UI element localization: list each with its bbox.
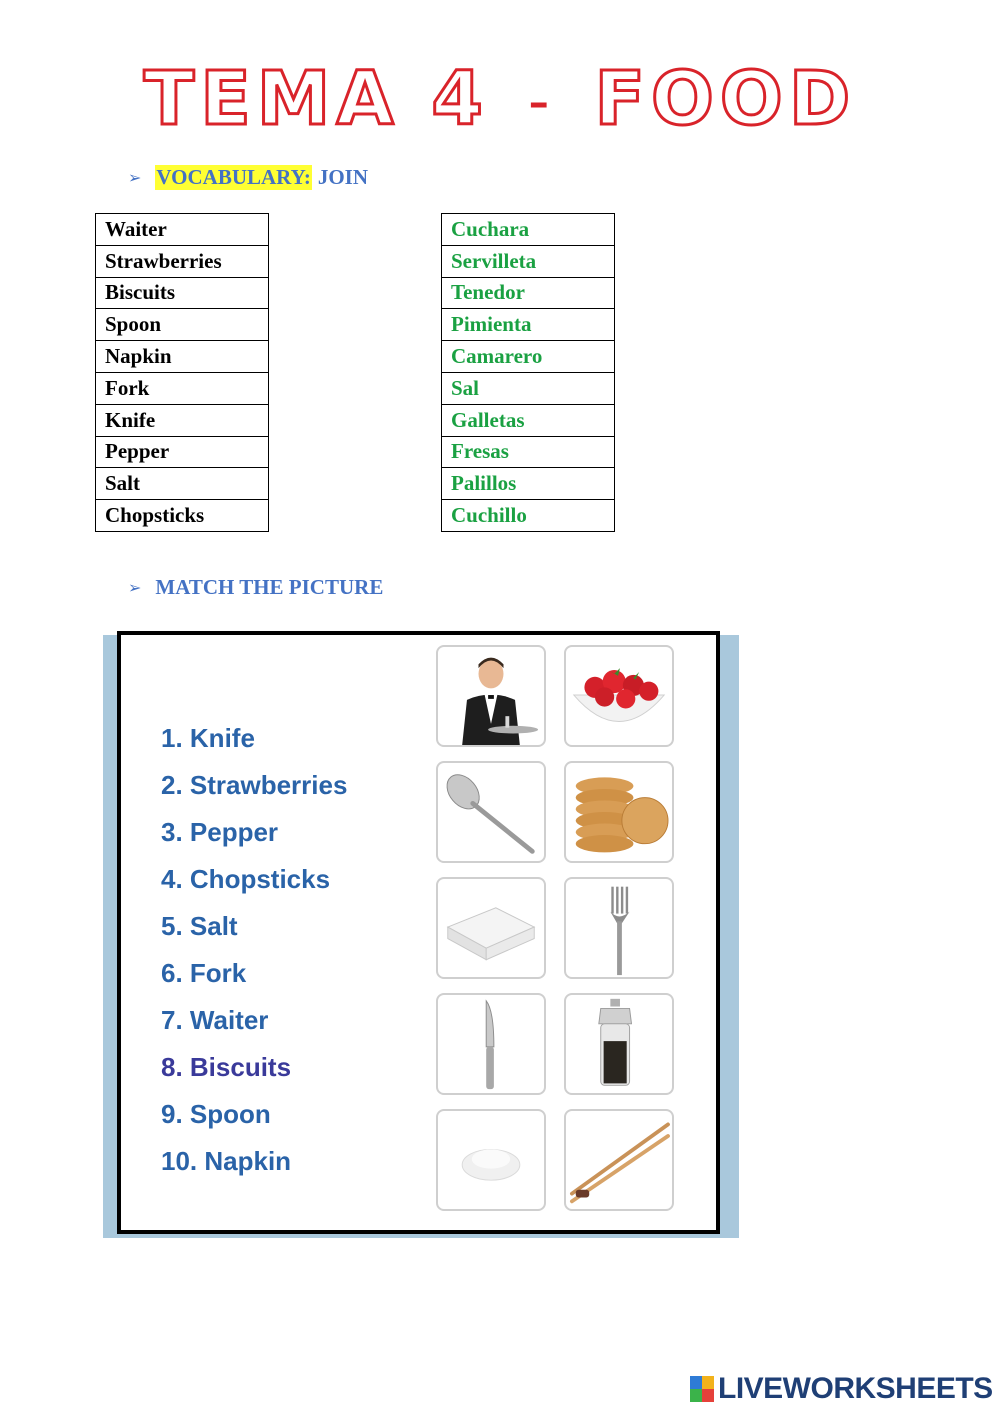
table-row [96,436,269,468]
title-main: TEMA 4 [143,56,489,142]
list-item[interactable]: 6. Fork [161,958,247,988]
title-topic: FOOD [594,56,857,142]
english-word[interactable]: Fork [96,372,269,404]
english-word[interactable]: Chopsticks [96,500,269,532]
strawberries-icon [566,647,672,745]
english-word[interactable]: Spoon [96,309,269,341]
spanish-word[interactable]: Cuchillo [442,500,615,532]
spanish-word[interactable]: Galletas [442,404,615,436]
english-words-table [95,213,269,532]
spoon-icon [438,763,544,861]
english-word[interactable]: Waiter [96,214,269,246]
spanish-word[interactable]: Palillos [442,468,615,500]
spanish-word[interactable]: Tenedor [442,277,615,309]
table-row [442,468,615,500]
table-row [442,500,615,532]
arrow-bullet-icon: ➢ [128,578,142,597]
match-word-list [161,715,347,1185]
table-row [96,404,269,436]
list-item[interactable]: 1. Knife [161,723,255,753]
join-label: JOIN [317,165,369,189]
table-row [442,214,615,246]
spanish-word[interactable]: Fresas [442,436,615,468]
salt-picture[interactable] [436,1109,546,1211]
table-row [96,341,269,373]
pepper-mill-icon [566,995,672,1093]
waiter-picture[interactable] [436,645,546,747]
table-row [442,436,615,468]
table-row [96,372,269,404]
table-row [96,214,269,246]
spanish-word[interactable]: Cuchara [442,214,615,246]
table-row [96,309,269,341]
vocabulary-heading [128,165,368,190]
salt-icon [438,1111,544,1209]
list-item[interactable]: 9. Spoon [161,1099,271,1129]
brand-name: LIVEWORKSHEETS [718,1372,993,1405]
table-row [96,245,269,277]
list-item[interactable]: 2. Strawberries [161,770,348,800]
list-item[interactable]: 3. Pepper [161,817,279,847]
strawberries-picture[interactable] [564,645,674,747]
biscuits-icon [566,763,672,861]
table-row [442,404,615,436]
list-item[interactable]: 10. Napkin [161,1146,292,1176]
table-row [442,341,615,373]
knife-icon [438,995,544,1093]
liveworksheets-logo-icon [690,1376,714,1402]
list-item[interactable]: 7. Waiter [161,1005,269,1035]
english-word[interactable]: Strawberries [96,245,269,277]
english-word[interactable]: Salt [96,468,269,500]
vocabulary-label: VOCABULARY: [156,165,311,189]
napkin-picture[interactable] [436,877,546,979]
worksheet-title [0,56,1000,142]
english-word[interactable]: Pepper [96,436,269,468]
spanish-word[interactable]: Camarero [442,341,615,373]
chopsticks-picture[interactable] [564,1109,674,1211]
knife-picture[interactable] [436,993,546,1095]
arrow-bullet-icon: ➢ [128,168,142,187]
match-picture-panel [117,631,720,1234]
spanish-word[interactable]: Servilleta [442,245,615,277]
list-item[interactable]: 4. Chopsticks [161,864,331,894]
table-row [96,277,269,309]
spoon-picture[interactable] [436,761,546,863]
table-row [442,245,615,277]
table-row [96,500,269,532]
liveworksheets-logo [690,1372,993,1406]
table-row [442,309,615,341]
list-item[interactable]: 8. Biscuits [161,1052,292,1082]
match-label: MATCH THE PICTURE [155,575,384,599]
chopsticks-icon [566,1111,672,1209]
english-word[interactable]: Biscuits [96,277,269,309]
fork-icon [566,879,672,977]
table-row [96,468,269,500]
table-row [442,277,615,309]
spanish-word[interactable]: Pimienta [442,309,615,341]
biscuits-picture[interactable] [564,761,674,863]
pepper-picture[interactable] [564,993,674,1095]
spanish-words-table [441,213,615,532]
spanish-word[interactable]: Sal [442,372,615,404]
waiter-icon [438,647,544,745]
title-dash: – [528,80,555,127]
table-row [442,372,615,404]
english-word[interactable]: Napkin [96,341,269,373]
english-word[interactable]: Knife [96,404,269,436]
napkin-icon [438,879,544,977]
title-text [143,56,857,142]
list-item[interactable]: 5. Salt [161,911,238,941]
match-heading [128,575,383,600]
fork-picture[interactable] [564,877,674,979]
